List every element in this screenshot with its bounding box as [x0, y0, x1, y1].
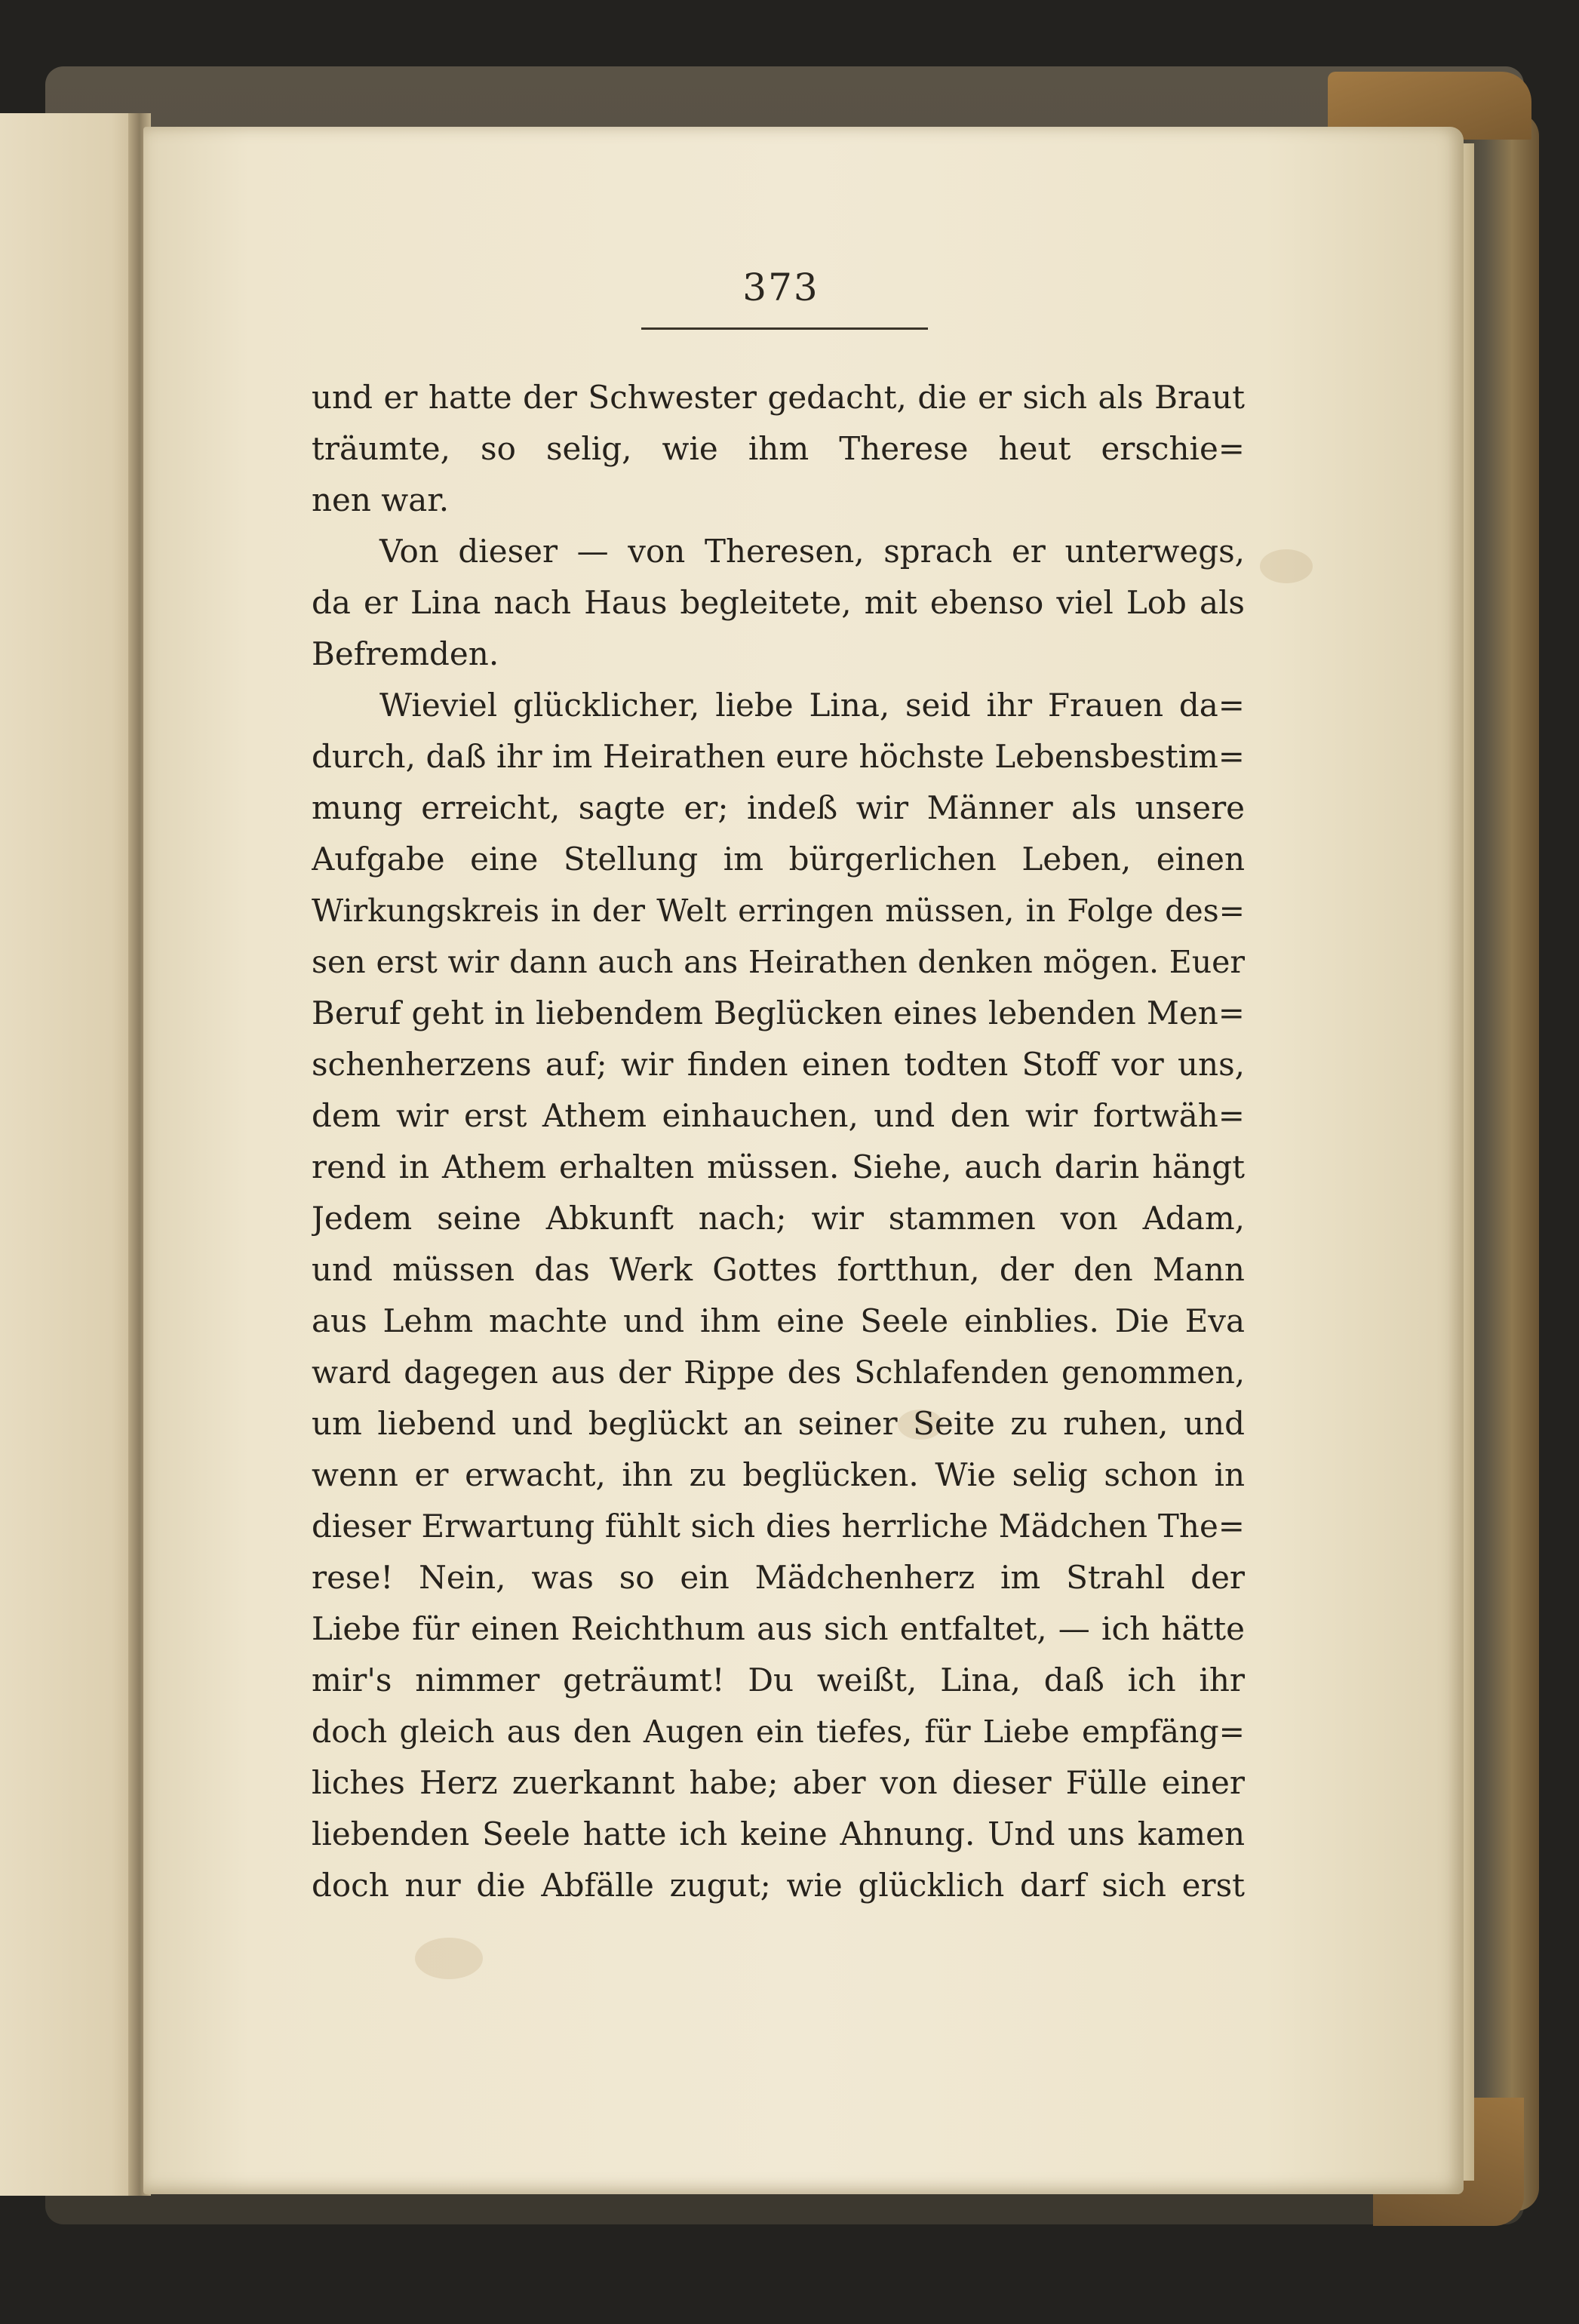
text-line: dem wir erst Athem einhauchen, und den wir fortwäh=: [312, 1097, 1245, 1134]
text-line: rese! Nein, was so ein Mädchenherz im Strahl der: [312, 1559, 1245, 1596]
text-line: doch nur die Abfälle zugut; wie glücklich darf sich erst: [312, 1867, 1245, 1904]
text-line: doch gleich aus den Augen ein tiefes, für Liebe empfäng=: [312, 1714, 1245, 1750]
text-line: Liebe für einen Reichthum aus sich entfaltet, — ich hätte: [312, 1610, 1245, 1647]
text-line: Befremden.: [312, 635, 499, 672]
text-line: rend in Athem erhalten müssen. Siehe, auch darin hängt: [312, 1148, 1245, 1185]
text-line: träumte, so selig, wie ihm Therese heut erschie=: [312, 430, 1245, 467]
previous-page-edge: [0, 113, 140, 2196]
text-line: und müssen das Werk Gottes fortthun, der den Mann: [312, 1251, 1245, 1288]
text-line: nen war.: [312, 481, 450, 518]
text-line: sen erst wir dann auch ans Heirathen denken mögen. Euer: [312, 944, 1245, 980]
page-number: 373: [742, 266, 819, 309]
text-line: liches Herz zuerkannt habe; aber von dieser Fülle einer: [312, 1764, 1245, 1801]
text-line: Von dieser — von Theresen, sprach er unterwegs,: [379, 533, 1245, 570]
body-text: [312, 372, 1245, 1911]
text-line: Wirkungskreis in der Welt erringen müssen, in Folge des=: [312, 893, 1245, 929]
text-line: da er Lina nach Haus begleitete, mit ebenso viel Lob als: [312, 584, 1245, 621]
text-line: durch, daß ihr im Heirathen eure höchste Lebensbestim=: [312, 738, 1245, 775]
text-line: mung erreicht, sagte er; indeß wir Männer als unsere: [312, 789, 1245, 826]
header-rule: [641, 327, 928, 330]
text-line: aus Lehm machte und ihm eine Seele einblies. Die Eva: [312, 1302, 1245, 1339]
text-line: Wieviel glücklicher, liebe Lina, seid ihr Frauen da=: [379, 687, 1245, 724]
paper-stain: [415, 1938, 483, 1979]
text-line: Jedem seine Abkunft nach; wir stammen von Adam,: [312, 1200, 1245, 1237]
text-line: Aufgabe eine Stellung im bürgerlichen Leben, einen: [312, 841, 1245, 878]
text-line: ward dagegen aus der Rippe des Schlafenden genommen,: [312, 1354, 1245, 1391]
text-line: mir's nimmer geträumt! Du weißt, Lina, daß ich ihr: [312, 1662, 1245, 1698]
text-line: wenn er erwacht, ihn zu beglücken. Wie selig schon in: [312, 1456, 1245, 1493]
text-line: um liebend und beglückt an seiner Seite zu ruhen, und: [312, 1405, 1245, 1442]
paper-stain: [1260, 549, 1313, 583]
text-line: schenherzens auf; wir finden einen todten Stoff vor uns,: [312, 1046, 1245, 1083]
text-line: und er hatte der Schwester gedacht, die er sich als Braut: [312, 379, 1245, 416]
text-line: Beruf geht in liebendem Beglücken eines lebenden Men=: [312, 994, 1245, 1031]
text-line: dieser Erwartung fühlt sich dies herrliche Mädchen The=: [312, 1508, 1245, 1545]
text-line: liebenden Seele hatte ich keine Ahnung. Und uns kamen: [312, 1815, 1245, 1852]
